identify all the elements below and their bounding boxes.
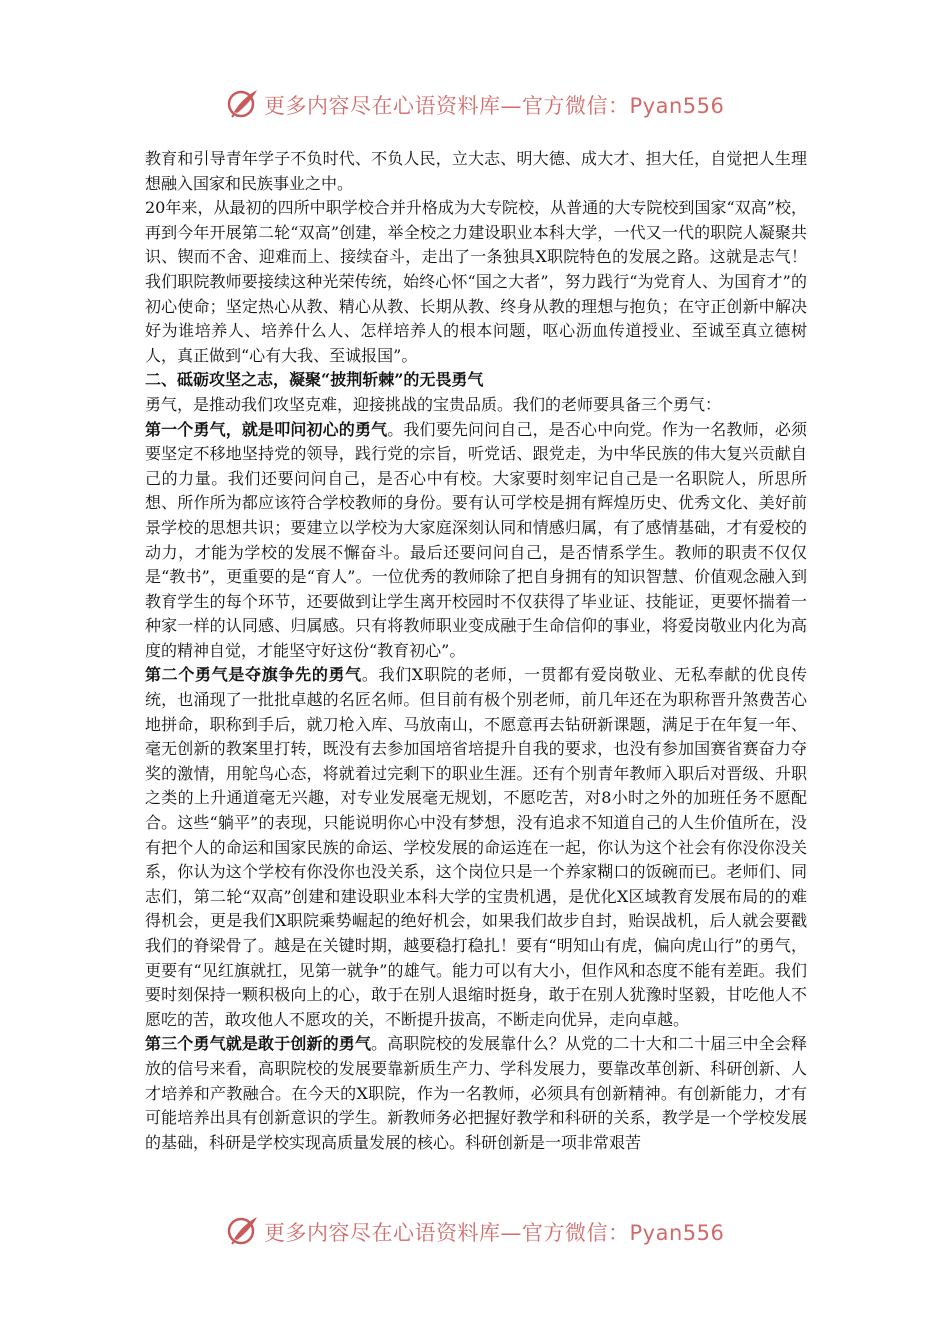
paragraph-text: 20年来，从最初的四所中职学校合并升格成为大专院校，从普通的大专院校到国家“双高”校，再到今年开展第二轮“双高”创建，举全校之力建设职业本科大学，一代又一代的职院人凝聚共识、锲而不舍、迎难而上、接续奋斗，走出了一条独具X职院特色的发展之路。这就是志气！我们职院教师要接续这种光荣传统，始终心怀“国之大者”，努力践行“为党育人、为国育才”的初心使命；坚定热心从教、精心从教、长期从教、终身从教的理想与抱负；在守正创新中解决好为谁培养人、培养什么人、怎样培养人的根本问题，呕心沥血传道授业、至诚至真立德树人，真正做到“心有大我、至诚报国”。: [145, 198, 807, 365]
paragraph-lead: 第二个勇气是夺旗争先的勇气: [145, 665, 362, 685]
document-body: [145, 147, 807, 1155]
paragraph: [145, 663, 807, 1032]
header-banner: [0, 84, 950, 124]
footer-banner: [0, 1211, 950, 1251]
paragraph-text: 勇气，是推动我们攻坚克难，迎接挑战的宝贵品质。我们的老师要具备三个勇气：: [145, 394, 722, 414]
paragraph: [145, 418, 807, 664]
paragraph-lead: 第一个勇气，就是叩问初心的勇气: [145, 419, 388, 439]
section-heading: [145, 368, 807, 393]
heading-text: 二、砥砺攻坚之志，凝聚“披荆斩棘”的无畏勇气: [145, 370, 484, 390]
quill-pen-logo-icon: [226, 1213, 260, 1247]
banner-text: 更多内容尽在心语资料库—官方微信：Pyan556: [264, 94, 725, 118]
paragraph-text: 。高职院校的发展靠什么？从党的二十大和二十届三中全会释放的信号来看，高职院校的发展要靠新质生产力、学科发展力，要靠改革创新、科研创新、人才培养和产教融合。在今天的X职院，作为一名教师，必须具有创新精神。有创新能力，才有可能培养出具有创新意识的学生。新教师务必把握好教学和科研的关系，教学是一个学校发展的基础，科研是学校实现高质量发展的核心。科研创新是一项非常艰苦: [145, 1034, 807, 1152]
paragraph-text: 。我们要先问问自己，是否心中向党。作为一名教师，必须要坚定不移地坚持党的领导，践行党的宗旨，听党话、跟党走，为中华民族的伟大复兴贡献自己的力量。我们还要问问自己，是否心中有校。大家要时刻牢记自己是一名职院人，所思所想、所作所为都应该符合学校教师的身份。要有认可学校是拥有辉煌历史、优秀文化、美好前景学校的思想共识；要建立以学校为大家庭深刻认同和情感归属，有了感情基础，才有爱校的动力，才能为学校的发展不懈奋斗。最后还要问问自己，是否情系学生。教师的职责不仅仅是“教书”，更重要的是“育人”。一位优秀的教师除了把自身拥有的知识智慧、价值观念融入到教育学生的每个环节，还要做到让学生离开校园时不仅获得了毕业证、技能证，更要怀揣着一种家一样的认同感、归属感。只有将教师职业变成融于生命信仰的事业，将爱岗敬业内化为高度的精神自觉，才能坚守好这份“教育初心”。: [145, 419, 807, 660]
paragraph: [145, 1032, 807, 1155]
paragraph-text: 。我们X职院的老师，一贯都有爱岗敬业、无私奉献的优良传统，也涌现了一批批卓越的名匠名师。但目前有极个别老师，前几年还在为职称晋升煞费苦心地拼命，职称到手后，就刀枪入库、马放南山，不愿意再去钻研新课题，满足于在年复一年、毫无创新的教案里打转，既没有去参加国培省培提升自我的要求，也没有参加国赛省赛奋力夺奖的激情，用鸵鸟心态，将就着过完剩下的职业生涯。还有个别青年教师入职后对晋级、升职之类的上升通道毫无兴趣，对专业发展毫无规划，不愿吃苦，对8小时之外的加班任务不愿配合。这些“躺平”的表现，只能说明你心中没有梦想，没有追求不知道自己的人生价值所在，没有把个人的命运和国家民族的命运、学校发展的命运连在一起，你认为这个社会有你没你没关系，你认为这个学校有你没你也没关系，这个岗位只是一个养家糊口的饭碗而已。老师们、同志们，第二轮“双高”创建和建设职业本科大学的宝贵机遇，是优化X区域教育发展布局的的难得机会，更是我们X职院乘势崛起的绝好机会，如果我们故步自封，贻误战机，后人就会要戳我们的脊梁骨了。越是在关键时期，越要稳打稳扎！要有“明知山有虎，偏向虎山行”的勇气，更要有“见红旗就扛，见第一就争”的雄气。能力可以有大小，但作风和态度不能有差距。我们要时刻保持一颗积极向上的心，敢于在别人退缩时挺身，敢于在别人犹豫时坚毅，甘吃他人不愿吃的苦，敢攻他人不愿攻的关，不断提升拔高，不断走向优异，走向卓越。: [145, 665, 807, 1029]
paragraph: [145, 393, 807, 418]
banner-text: 更多内容尽在心语资料库—官方微信：Pyan556: [264, 1221, 725, 1245]
paragraph-text: 教育和引导青年学子不负时代、不负人民，立大志、明大德、成大才、担大任，自觉把人生理想融入国家和民族事业之中。: [145, 149, 807, 193]
paragraph: [145, 147, 807, 196]
paragraph: [145, 196, 807, 368]
quill-pen-logo-icon: [226, 86, 260, 120]
paragraph-lead: 第三个勇气就是敢于创新的勇气: [145, 1034, 372, 1054]
